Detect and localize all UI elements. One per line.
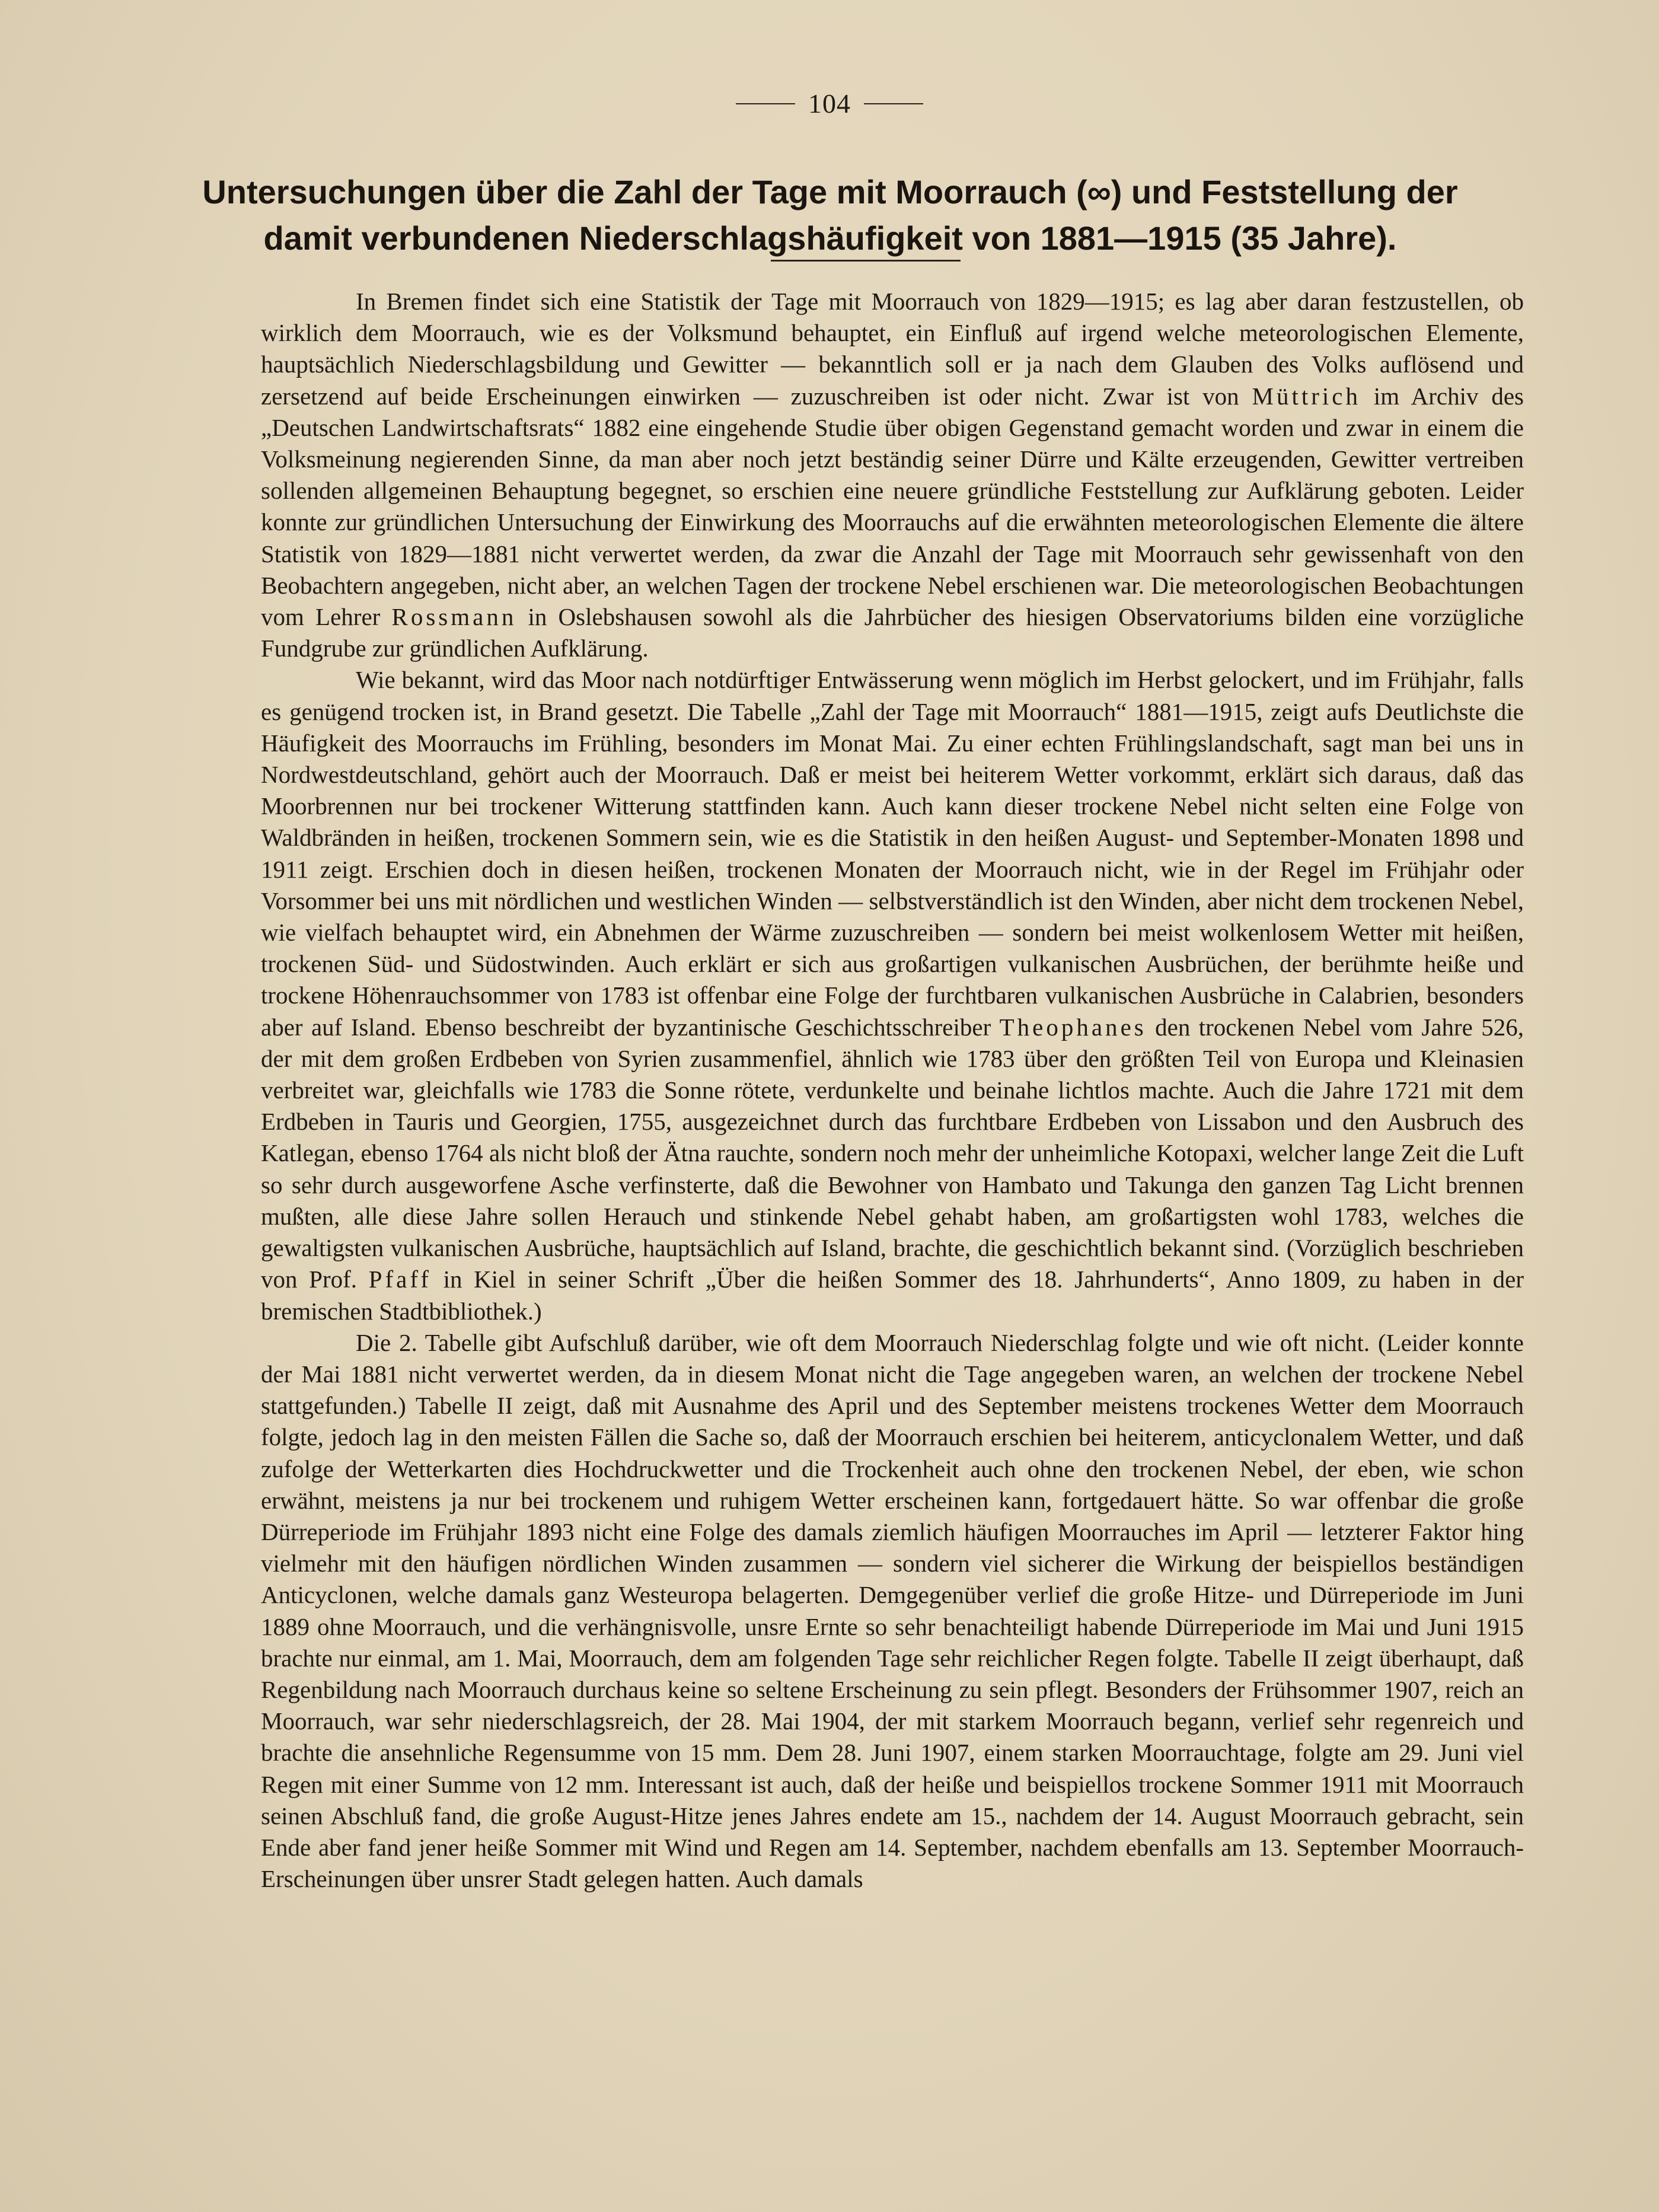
article-title-line-1: Untersuchungen über die Zahl der Tage mit Moorrauch (∞) und Feststellung der [202, 173, 1458, 211]
article-body [261, 286, 1524, 1895]
author-name-muettrich: Müttrich [1252, 382, 1361, 410]
page-number-rule-left [736, 103, 795, 104]
paragraph-2 [261, 664, 1524, 1327]
paragraph-1-text-b: im Archiv des „Deutschen Landwirtschaftsrats“ 1882 eine eingehende Studie über obigen Gegenstand gemacht worden und zwar in einem die Volksmeinung negierenden Sinne, da man aber noch jetzt beständig seiner Dürre und Kälte erzeugenden, Gewitter vertreiben sollenden allgemeinen Behauptung begegnet, so erschien eine neuere gründliche Feststellung zur Aufklärung geboten. Leider konnte zur gründlichen Untersuchung der Einwirkung des Moorrauchs auf die erwähnten meteorologischen Elemente die ältere Statistik von 1829—1881 nicht verwertet werden, da zwar die Anzahl der Tage mit Moorrauch sehr gewissenhaft von den Beobachtern angegeben, nicht aber, an welchen Tagen der trockene Nebel erschienen war. Die meteorologischen Beobachtungen vom Lehrer [261, 382, 1524, 631]
paragraph-3: Die 2. Tabelle gibt Aufschluß darüber, wie oft dem Moorrauch Niederschlag folgte und wie oft nicht. (Leider konnte der Mai 1881 nicht verwertet werden, da in diesem Monat nicht die Tage angegeben waren, an welchen der trockene Nebel stattgefunden.) Tabelle II zeigt, daß mit Ausnahme des April und des September meistens trockenes Wetter dem Moorrauch folgte, jedoch lag in den meisten Fällen die Sache so, daß der Moorrauch erschien bei heiterem, anticyclonalem Wetter, und daß zufolge der Wetterkarten dies Hochdruckwetter und die Trockenheit auch ohne den trockenen Nebel, der eben, wie schon erwähnt, meistens ja nur bei trockenem und ruhigem Wetter erscheinen kann, fortgedauert hätte. So war offenbar die große Dürreperiode im Frühjahr 1893 nicht eine Folge des damals ziemlich häufigen Moorrauches im April — letzterer Faktor hing vielmehr mit den häufigen nördlichen Winden zusammen — sondern viel sicherer die Wirkung der beispiellos beständigen Anticyclonen, welche damals ganz Westeuropa belagerten. Demgegenüber verlief die große Hitze- und Dürreperiode im Juni 1889 ohne Moorrauch, und die verhängnisvolle, unsre Ernte so sehr benachteiligt habende Dürreperiode im Mai und Juni 1915 brachte nur einmal, am 1. Mai, Moorrauch, dem am folgenden Tage sehr reichlicher Regen folgte. Tabelle II zeigt überhaupt, daß Regenbildung nach Moorrauch durchaus keine so seltene Erscheinung zu sein pflegt. Besonders der Frühsommer 1907, reich an Moorrauch, war sehr niederschlagsreich, der 28. Mai 1904, der mit starkem Moorrauch begann, verlief sehr regenreich und brachte die ansehnliche Regensumme von 15 mm. Dem 28. Juni 1907, einem starken Moorrauchtage, folgte am 29. Juni viel Regen mit einer Summe von 12 mm. Interessant ist auch, daß der heiße und beispiellos trockene Sommer 1911 mit Moorrauch seinen Abschluß fand, die große August-Hitze jenes Jahres endete am 15., nachdem der 14. August Moorrauch gebracht, sein Ende aber fand jener heiße Sommer mit Wind und Regen am 14. September, nachdem ebenfalls am 13. September Moorrauch-Erscheinungen über unsrer Stadt gelegen hatten. Auch damals [261, 1328, 1524, 1893]
paragraph-1 [261, 286, 1524, 664]
article-title [178, 169, 1482, 262]
page-number [0, 88, 1659, 119]
author-name-theophanes: Theophanes [999, 1013, 1147, 1041]
paragraph-2-text-c: in Kiel in seiner Schrift „Über die heißen Sommer des 18. Jahrhunderts“, Anno 1809, zu haben in der bremischen Stadtbibliothek.) [261, 1266, 1524, 1325]
page-number-rule-right [864, 103, 923, 104]
paragraph-2-text-b: den trockenen Nebel vom Jahre 526, der mit dem großen Erdbeben von Syrien zusammenfiel, ähnlich wie 1783 über den größten Teil von Europa und Kleinasien verbreitet war, gleichfalls wie 1783 die Sonne rötete, verdunkelte und beinahe lichtlos machte. Auch die Jahre 1721 mit dem Erdbeben in Tauris und Georgien, 1755, ausgezeichnet durch das furchtbare Erdbeben von Lissabon und den Ausbruch des Katlegan, ebenso 1764 als nicht bloß der Ätna rauchte, sondern noch mehr der unheimliche Kotopaxi, welcher lange Zeit die Luft so sehr durch ausgeworfene Asche verfinsterte, daß die Bewohner von Hambato und Takunga den ganzen Tag Licht brennen mußten, alle diese Jahre sollen Herauch und stinkende Nebel gehabt haben, am großartigsten wohl 1783, welches die gewaltigsten vulkanischen Ausbrüche, hauptsächlich auf Island, brachte, die geschichtlich bekannt sind. (Vorzüglich beschrieben von Prof. [261, 1013, 1524, 1293]
page-number-text: 104 [808, 88, 851, 119]
title-divider [771, 260, 961, 262]
article-title-line-2: damit verbundenen Niederschlagshäufigkeit von 1881—1915 (35 Jahre). [263, 219, 1397, 257]
paragraph-1-text-a: In Bremen findet sich eine Statistik der Tage mit Moorrauch von 1829—1915; es lag aber daran festzustellen, ob wirklich dem Moorrauch, wie es der Volksmund behauptet, ein Einfluß auf irgend welche meteorologischen Elemente, hauptsächlich Niederschlagsbildung und Gewitter — bekanntlich soll er ja nach dem Glauben des Volks auflösend und zersetzend auf beide Erscheinungen einwirken — zuzuschreiben ist oder nicht. Zwar ist von [261, 288, 1524, 410]
author-name-pfaff: Pfaff [368, 1266, 432, 1293]
paragraph-1-text-c: in Oslebshausen sowohl als die Jahrbücher des hiesigen Observatoriums bilden eine vorzügliche Fundgrube zur gründlichen Aufklärung. [261, 603, 1524, 662]
paragraph-2-text-a: Wie bekannt, wird das Moor nach notdürftiger Entwässerung wenn möglich im Herbst gelockert, und im Frühjahr, falls es genügend trocken ist, in Brand gesetzt. Die Tabelle „Zahl der Tage mit Moorrauch“ 1881—1915, zeigt aufs Deutlichste die Häufigkeit des Moorrauchs im Frühling, besonders im Monat Mai. Zu einer echten Frühlingslandschaft, sagt man bei uns in Nordwestdeutschland, gehört auch der Moorrauch. Daß er meist bei heiterem Wetter vorkommt, erklärt sich daraus, daß das Moorbrennen nur bei trockener Witterung stattfinden kann. Auch kann dieser trockene Nebel nicht selten eine Folge von Waldbränden in heißen, trockenen Sommern sein, wie es die Statistik in den heißen August- und September-Monaten 1898 und 1911 zeigt. Erschien doch in diesen heißen, trockenen Monaten der Moorrauch nicht, wie in der Regel im Frühjahr oder Vorsommer bei uns mit nördlichen und westlichen Winden — selbstverständlich ist den Winden, aber nicht dem trockenen Nebel, wie vielfach behauptet wird, ein Abnehmen der Wärme zuzuschreiben — sondern bei meist wolkenlosem Wetter mit heißen, trockenen Süd- und Südostwinden. Auch erklärt er sich aus großartigen vulkanischen Ausbrüchen, der berühmte heiße und trockene Höhenrauchsommer von 1783 ist offenbar eine Folge der furchtbaren vulkanischen Ausbrüche in Calabrien, besonders aber auf Island. Ebenso beschreibt der byzantinische Geschichtsschreiber [261, 666, 1524, 1041]
author-name-rossmann: Rossmann [391, 603, 517, 631]
